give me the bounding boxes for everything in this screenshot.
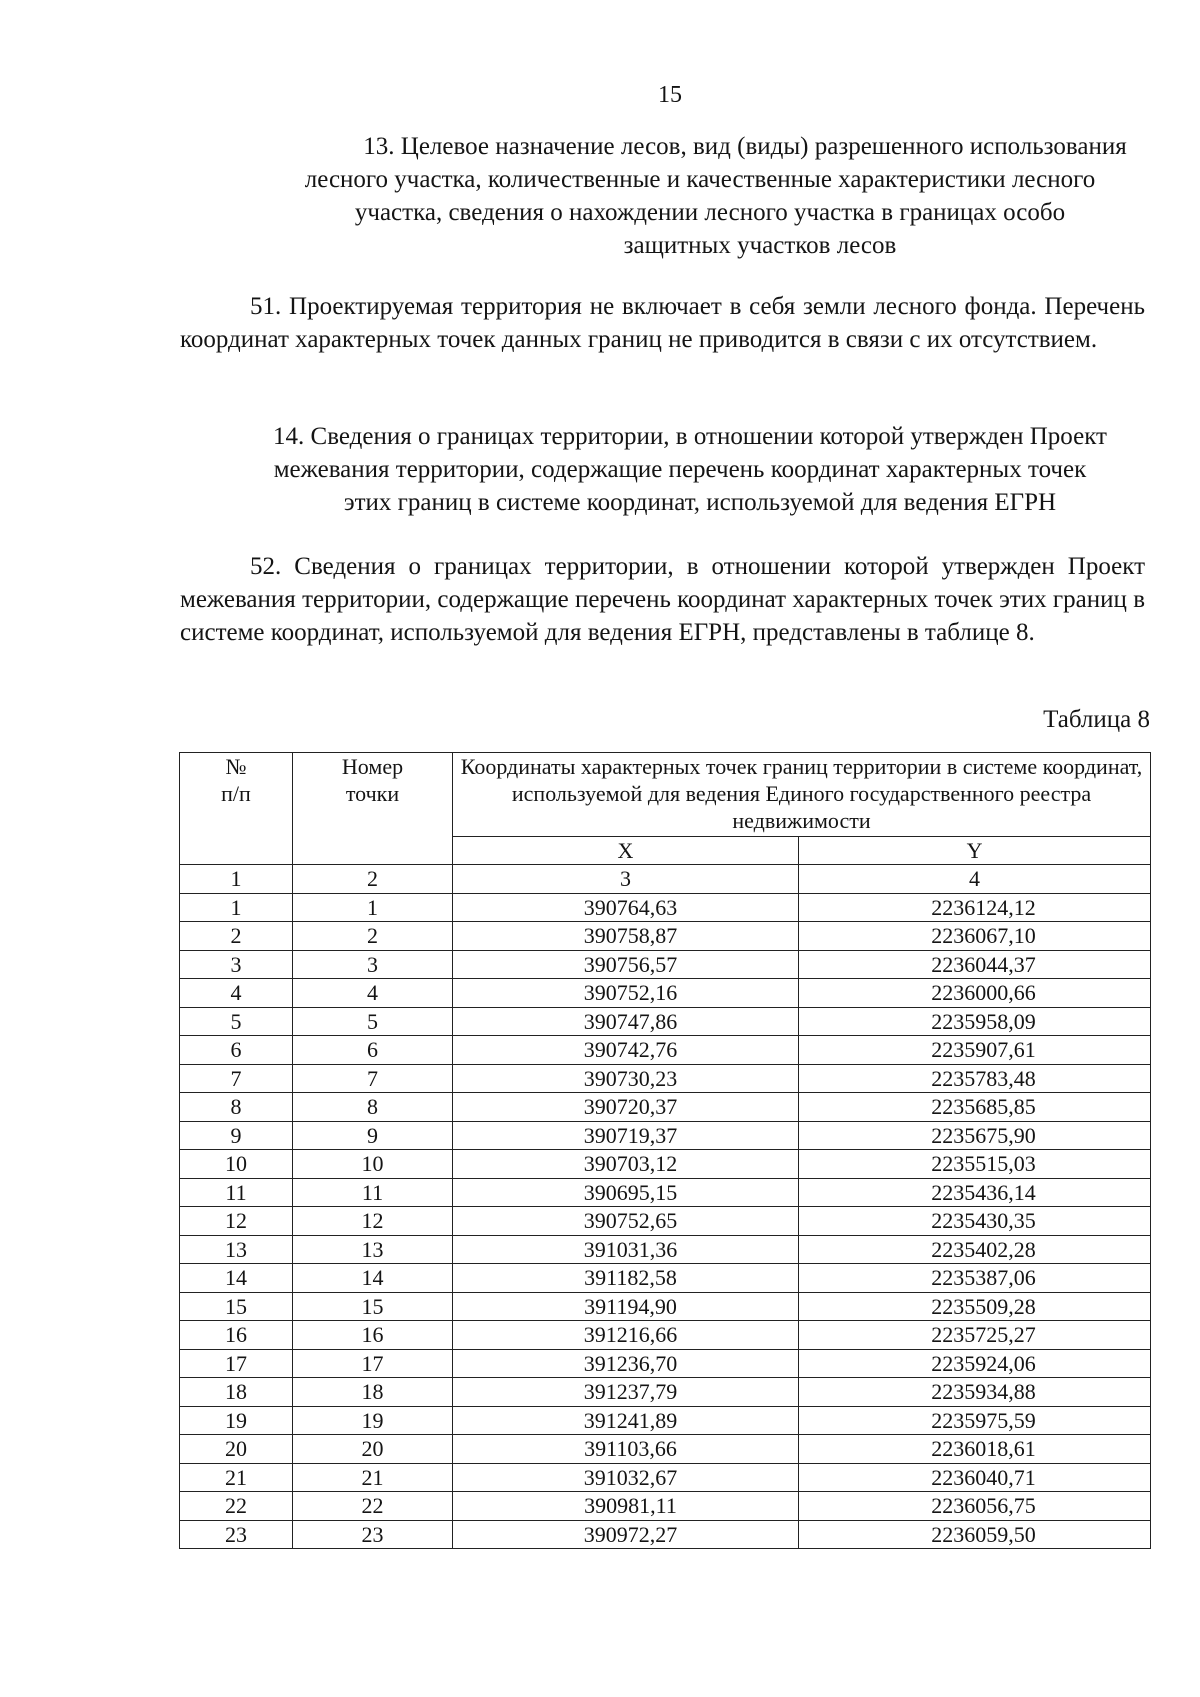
cell-row-number: 2 xyxy=(180,922,293,951)
table-row xyxy=(180,1150,1151,1179)
table-row xyxy=(180,922,1151,951)
page-number: 15 xyxy=(658,82,682,108)
cell-x: 390703,12 xyxy=(453,1150,799,1179)
table-row xyxy=(180,1235,1151,1264)
cell-row-number: 11 xyxy=(180,1178,293,1207)
table-row xyxy=(180,1463,1151,1492)
table-row xyxy=(180,1121,1151,1150)
cell-y: 2235436,14 xyxy=(799,1178,1151,1207)
table-row xyxy=(180,1064,1151,1093)
cell-y: 2235387,06 xyxy=(799,1264,1151,1293)
paragraph-text: 52. Сведения о границах территории, в отношении которой утвержден Проект межевания территории, содержащие перечень координат характерных точек этих границ в системе координат, используемой для ведения ЕГРН, представлены в таблице 8. xyxy=(180,553,1145,646)
table-row xyxy=(180,1178,1151,1207)
cell-row-number: 10 xyxy=(180,1150,293,1179)
cell-y: 2235515,03 xyxy=(799,1150,1151,1179)
cell-point-number: 15 xyxy=(293,1292,453,1321)
cell-row-number: 7 xyxy=(180,1064,293,1093)
header-point-number xyxy=(293,753,453,865)
cell-point-number: 20 xyxy=(293,1435,453,1464)
heading-line: лесного участка, количественные и качественные характеристики лесного xyxy=(304,166,1096,193)
heading-line: участка, сведения о нахождении лесного участка в границах особо xyxy=(354,199,1066,226)
cell-y: 2235430,35 xyxy=(799,1207,1151,1236)
cell-y: 2235402,28 xyxy=(799,1235,1151,1264)
cell-row-number: 23 xyxy=(180,1520,293,1549)
cell-y: 2235975,59 xyxy=(799,1406,1151,1435)
paragraph-text: 51. Проектируемая территория не включает в себя земли лесного фонда. Перечень координат характерных точек данных границ не приводится в связи с их отсутствием. xyxy=(180,293,1145,353)
heading-line: защитных участков лесов xyxy=(623,232,897,259)
header-text: точки xyxy=(345,781,400,806)
cell-point-number: 16 xyxy=(293,1321,453,1350)
cell-row-number: 13 xyxy=(180,1235,293,1264)
cell-x: 390720,37 xyxy=(453,1093,799,1122)
cell-y: 2235958,09 xyxy=(799,1007,1151,1036)
cell-row-number: 14 xyxy=(180,1264,293,1293)
cell-x: 391237,79 xyxy=(453,1378,799,1407)
cell-row-number: 3 xyxy=(180,950,293,979)
coordinates-table xyxy=(179,752,1151,1549)
cell-point-number: 11 xyxy=(293,1178,453,1207)
table-row xyxy=(180,1093,1151,1122)
header-row-number xyxy=(180,753,293,865)
cell-y: 2236040,71 xyxy=(799,1463,1151,1492)
cell-x: 390752,65 xyxy=(453,1207,799,1236)
cell-point-number: 14 xyxy=(293,1264,453,1293)
cell-y: 2236044,37 xyxy=(799,950,1151,979)
table-caption: Таблица 8 xyxy=(1043,706,1150,733)
cell-x: 390752,16 xyxy=(453,979,799,1008)
table-row xyxy=(180,1492,1151,1521)
cell-row-number: 4 xyxy=(180,979,293,1008)
cell-point-number: 4 xyxy=(293,979,453,1008)
table-row xyxy=(180,1406,1151,1435)
section-13-heading xyxy=(200,130,1200,262)
cell-x: 390719,37 xyxy=(453,1121,799,1150)
index-row xyxy=(180,865,1151,894)
cell-x: 390742,76 xyxy=(453,1036,799,1065)
index-cell: 1 xyxy=(180,865,293,894)
table-row xyxy=(180,1264,1151,1293)
table-row xyxy=(180,1321,1151,1350)
table-row xyxy=(180,1435,1151,1464)
cell-y: 2235783,48 xyxy=(799,1064,1151,1093)
cell-point-number: 23 xyxy=(293,1520,453,1549)
table-row xyxy=(180,950,1151,979)
cell-point-number: 17 xyxy=(293,1349,453,1378)
cell-row-number: 17 xyxy=(180,1349,293,1378)
table-row xyxy=(180,1036,1151,1065)
cell-x: 391032,67 xyxy=(453,1463,799,1492)
cell-row-number: 21 xyxy=(180,1463,293,1492)
cell-point-number: 3 xyxy=(293,950,453,979)
cell-row-number: 6 xyxy=(180,1036,293,1065)
cell-x: 391194,90 xyxy=(453,1292,799,1321)
cell-x: 390764,63 xyxy=(453,893,799,922)
cell-x: 390758,87 xyxy=(453,922,799,951)
header-text: п/п xyxy=(221,781,251,806)
header-coordinates: Координаты характерных точек границ территории в системе координат, используемой для ведения Единого государственного реестра недвижимости xyxy=(453,753,1151,837)
index-cell: 3 xyxy=(453,865,799,894)
cell-y: 2235675,90 xyxy=(799,1121,1151,1150)
cell-row-number: 1 xyxy=(180,893,293,922)
cell-row-number: 8 xyxy=(180,1093,293,1122)
cell-point-number: 21 xyxy=(293,1463,453,1492)
cell-row-number: 15 xyxy=(180,1292,293,1321)
cell-point-number: 7 xyxy=(293,1064,453,1093)
cell-y: 2235907,61 xyxy=(799,1036,1151,1065)
heading-line: межевания территории, содержащие перечень координат характерных точек xyxy=(273,456,1087,483)
cell-point-number: 12 xyxy=(293,1207,453,1236)
header-y: Y xyxy=(799,837,1151,865)
header-x: X xyxy=(453,837,799,865)
table-body xyxy=(180,865,1151,1549)
cell-point-number: 18 xyxy=(293,1378,453,1407)
table-row xyxy=(180,1007,1151,1036)
cell-x: 390981,11 xyxy=(453,1492,799,1521)
heading-line: этих границ в системе координат, используемой для ведения ЕГРН xyxy=(343,489,1057,516)
cell-point-number: 8 xyxy=(293,1093,453,1122)
paragraph-51 xyxy=(180,290,1145,356)
cell-point-number: 5 xyxy=(293,1007,453,1036)
heading-line: 14. Сведения о границах территории, в отношении которой утвержден Проект xyxy=(273,423,1107,450)
cell-point-number: 22 xyxy=(293,1492,453,1521)
cell-y: 2236000,66 xyxy=(799,979,1151,1008)
cell-x: 390972,27 xyxy=(453,1520,799,1549)
cell-row-number: 9 xyxy=(180,1121,293,1150)
cell-y: 2236059,50 xyxy=(799,1520,1151,1549)
table-row xyxy=(180,1378,1151,1407)
cell-y: 2235685,85 xyxy=(799,1093,1151,1122)
cell-y: 2236056,75 xyxy=(799,1492,1151,1521)
paragraph-52 xyxy=(180,550,1145,649)
cell-x: 391241,89 xyxy=(453,1406,799,1435)
cell-point-number: 10 xyxy=(293,1150,453,1179)
header-text: Номер xyxy=(341,754,404,779)
table-row xyxy=(180,979,1151,1008)
cell-x: 391236,70 xyxy=(453,1349,799,1378)
cell-row-number: 16 xyxy=(180,1321,293,1350)
cell-x: 391031,36 xyxy=(453,1235,799,1264)
cell-point-number: 13 xyxy=(293,1235,453,1264)
heading-line: 13. Целевое назначение лесов, вид (виды) разрешенного использования xyxy=(363,133,1127,160)
cell-x: 391182,58 xyxy=(453,1264,799,1293)
cell-y: 2236124,12 xyxy=(799,893,1151,922)
cell-y: 2235509,28 xyxy=(799,1292,1151,1321)
cell-y: 2235934,88 xyxy=(799,1378,1151,1407)
cell-point-number: 19 xyxy=(293,1406,453,1435)
cell-row-number: 20 xyxy=(180,1435,293,1464)
cell-y: 2235924,06 xyxy=(799,1349,1151,1378)
section-14-heading xyxy=(180,420,1180,519)
index-cell: 4 xyxy=(799,865,1151,894)
cell-row-number: 18 xyxy=(180,1378,293,1407)
cell-y: 2235725,27 xyxy=(799,1321,1151,1350)
header-text: № xyxy=(225,754,247,779)
cell-row-number: 12 xyxy=(180,1207,293,1236)
cell-x: 391216,66 xyxy=(453,1321,799,1350)
table-row xyxy=(180,1349,1151,1378)
cell-x: 391103,66 xyxy=(453,1435,799,1464)
cell-point-number: 6 xyxy=(293,1036,453,1065)
cell-point-number: 1 xyxy=(293,893,453,922)
cell-x: 390730,23 xyxy=(453,1064,799,1093)
cell-y: 2236018,61 xyxy=(799,1435,1151,1464)
cell-point-number: 2 xyxy=(293,922,453,951)
cell-x: 390747,86 xyxy=(453,1007,799,1036)
cell-x: 390756,57 xyxy=(453,950,799,979)
table-row xyxy=(180,1520,1151,1549)
table-row xyxy=(180,1292,1151,1321)
table-row xyxy=(180,1207,1151,1236)
cell-row-number: 19 xyxy=(180,1406,293,1435)
cell-point-number: 9 xyxy=(293,1121,453,1150)
table-row xyxy=(180,893,1151,922)
cell-row-number: 22 xyxy=(180,1492,293,1521)
cell-y: 2236067,10 xyxy=(799,922,1151,951)
cell-x: 390695,15 xyxy=(453,1178,799,1207)
index-cell: 2 xyxy=(293,865,453,894)
cell-row-number: 5 xyxy=(180,1007,293,1036)
